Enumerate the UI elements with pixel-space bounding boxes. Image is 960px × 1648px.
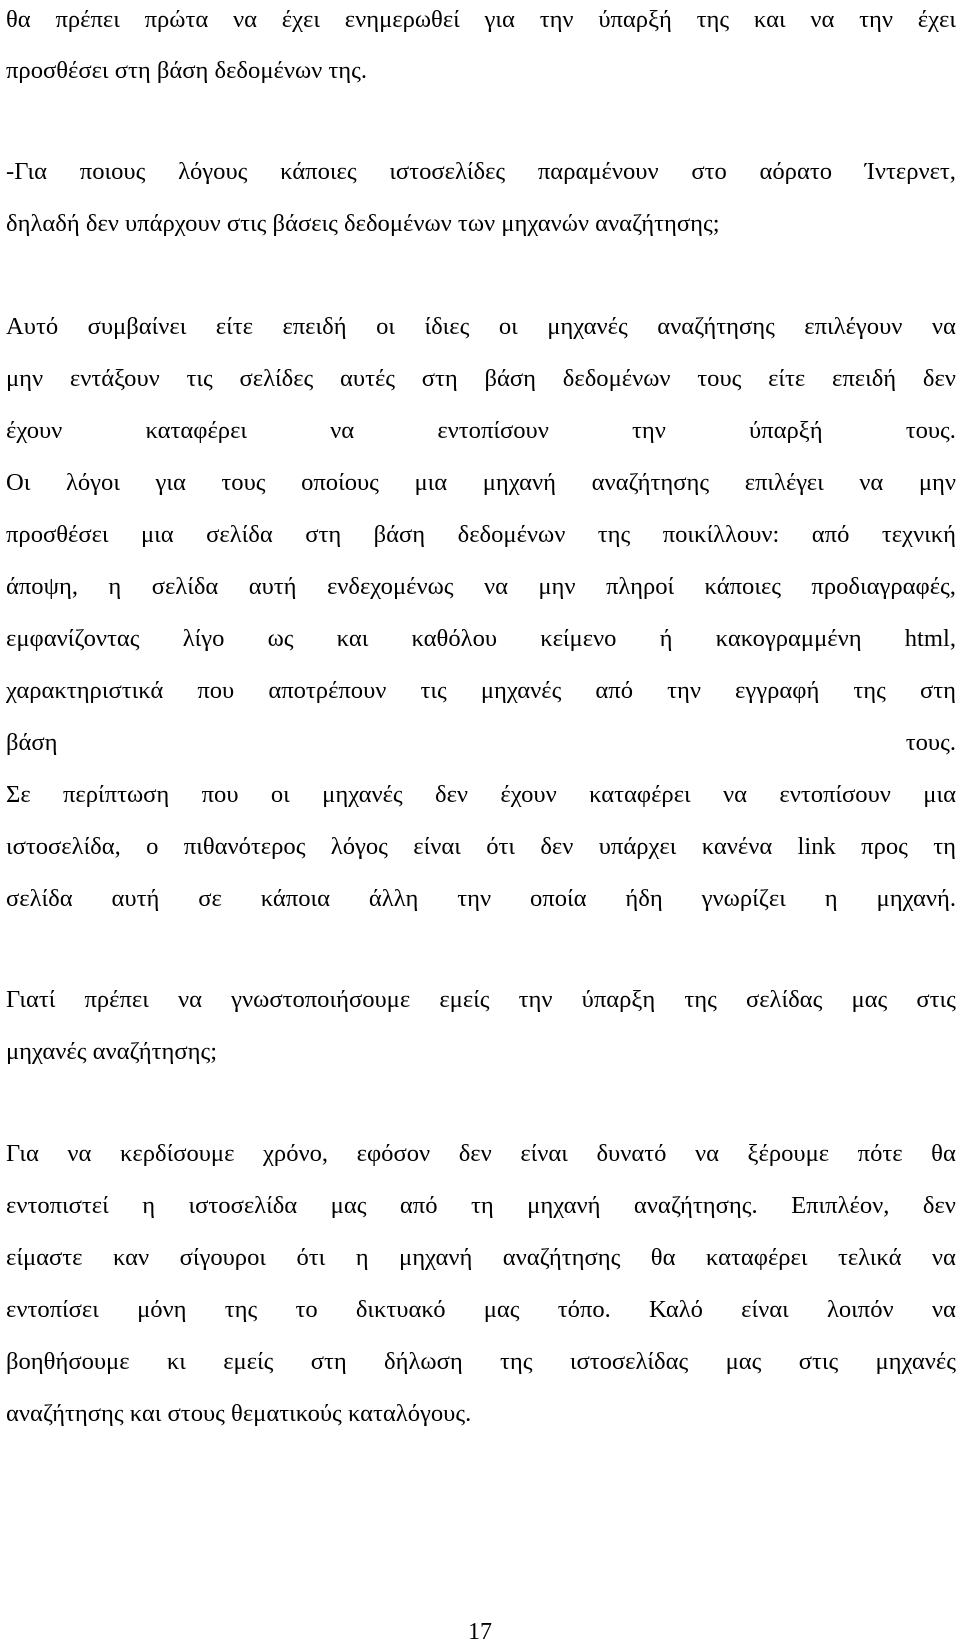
word: θα bbox=[931, 1140, 956, 1167]
word: μην bbox=[918, 469, 956, 496]
text-line bbox=[6, 1342, 956, 1382]
word: Καλό bbox=[649, 1296, 703, 1323]
word: οι bbox=[498, 313, 518, 340]
word: κάποια bbox=[260, 885, 331, 912]
word: βάση bbox=[484, 365, 537, 392]
word: την bbox=[631, 417, 666, 444]
text-line bbox=[6, 1134, 956, 1174]
word: πρέπει bbox=[55, 6, 120, 33]
word: Επιπλέον, bbox=[791, 1192, 890, 1219]
word: στο bbox=[691, 158, 727, 185]
word: κανένα bbox=[701, 833, 773, 860]
word: λοιπόν bbox=[826, 1296, 894, 1323]
word: χαρακτηριστικά bbox=[6, 677, 164, 704]
word: μια bbox=[923, 781, 956, 808]
word: δεν bbox=[458, 1140, 492, 1167]
word: ποικίλλουν: bbox=[662, 521, 780, 548]
word: γνωστοποιήσουμε bbox=[231, 986, 411, 1013]
word: εμφανίζοντας bbox=[6, 625, 140, 652]
word: εμείς bbox=[439, 986, 490, 1013]
word: μην bbox=[6, 365, 44, 392]
word: χρόνο, bbox=[263, 1140, 329, 1167]
word: μια bbox=[141, 521, 174, 548]
word: τεχνική bbox=[881, 521, 956, 548]
text-line bbox=[6, 0, 956, 40]
text-line bbox=[6, 723, 956, 763]
word: είτε bbox=[768, 365, 806, 392]
word: Σε bbox=[6, 781, 31, 808]
word: περίπτωση bbox=[63, 781, 170, 808]
word: τη bbox=[933, 833, 956, 860]
word: της bbox=[597, 521, 631, 548]
word: καταφέρει bbox=[145, 417, 248, 444]
word: τη bbox=[470, 1192, 494, 1219]
word: στη bbox=[310, 1348, 347, 1375]
word: αναζήτησης bbox=[591, 469, 710, 496]
text-line bbox=[6, 775, 956, 815]
word: την bbox=[539, 6, 574, 33]
word: λόγους bbox=[178, 158, 248, 185]
word: κάποιες bbox=[280, 158, 357, 185]
word: για bbox=[155, 469, 186, 496]
word: συμβαίνει bbox=[87, 313, 187, 340]
word: μας bbox=[330, 1192, 367, 1219]
word: εφόσον bbox=[356, 1140, 431, 1167]
word: ύπαρξή bbox=[748, 417, 823, 444]
word: ίδιες bbox=[424, 313, 470, 340]
word: Γιατί bbox=[6, 986, 56, 1013]
word: της bbox=[853, 677, 886, 704]
word: να bbox=[330, 417, 355, 444]
word: είναι bbox=[741, 1296, 789, 1323]
word: σελίδας bbox=[745, 986, 823, 1013]
word: ο bbox=[146, 833, 159, 860]
word: στις bbox=[916, 986, 956, 1013]
word: μηχανή bbox=[527, 1192, 601, 1219]
question-line bbox=[6, 152, 956, 192]
page-number: 17 bbox=[468, 1619, 492, 1645]
word: είναι bbox=[413, 833, 461, 860]
word: -Για bbox=[6, 158, 48, 185]
word: καν bbox=[112, 1244, 150, 1271]
word: τους. bbox=[905, 729, 956, 756]
word: οποίους bbox=[301, 469, 379, 496]
word: μηχανές bbox=[480, 677, 562, 704]
word: την bbox=[518, 986, 553, 1013]
word: ως bbox=[267, 625, 294, 652]
word: να bbox=[931, 1244, 956, 1271]
word: μηχανές bbox=[547, 313, 628, 340]
word: έχουν bbox=[6, 417, 63, 444]
word: να bbox=[233, 6, 258, 33]
text-line bbox=[6, 1186, 956, 1226]
word: εντοπίσουν bbox=[779, 781, 891, 808]
word: σελίδα bbox=[6, 885, 73, 912]
word: το bbox=[295, 1296, 318, 1323]
word: δικτυακό bbox=[355, 1296, 446, 1323]
word: βοηθήσουμε bbox=[6, 1348, 130, 1375]
word: δεν bbox=[435, 781, 469, 808]
word: πιθανότερος bbox=[183, 833, 306, 860]
word: πότε bbox=[857, 1140, 903, 1167]
word: ότι bbox=[486, 833, 515, 860]
word: στη bbox=[305, 521, 342, 548]
word: επειδή bbox=[832, 365, 897, 392]
word: Για bbox=[6, 1140, 39, 1167]
word: που bbox=[197, 677, 235, 704]
word: δεν bbox=[922, 365, 956, 392]
word: τους. bbox=[905, 417, 956, 444]
word: προς bbox=[861, 833, 908, 860]
word: μια bbox=[414, 469, 448, 496]
word: Αυτό bbox=[6, 313, 59, 340]
word: μόνη bbox=[137, 1296, 187, 1323]
word: πληροί bbox=[605, 573, 675, 600]
word: την bbox=[667, 677, 701, 704]
word: για bbox=[484, 6, 515, 33]
word: να bbox=[694, 1140, 719, 1167]
word: σίγουροι bbox=[179, 1244, 266, 1271]
word: σελίδα bbox=[151, 573, 219, 600]
text-line bbox=[6, 463, 956, 503]
text-line bbox=[6, 567, 956, 607]
word: δεν bbox=[922, 1192, 956, 1219]
word: οι bbox=[270, 781, 290, 808]
word: δεν bbox=[540, 833, 574, 860]
word: λόγος bbox=[330, 833, 388, 860]
word: καταφέρει bbox=[705, 1244, 808, 1271]
word: της bbox=[696, 6, 730, 33]
word: κακογραμμένη bbox=[715, 625, 862, 652]
word: άλλη bbox=[368, 885, 419, 912]
question-line: δηλαδή δεν υπάρχουν στις βάσεις δεδομένων των μηχανών αναζήτησης; bbox=[6, 210, 720, 237]
word: μηχανή bbox=[399, 1244, 473, 1271]
word: Οι bbox=[6, 469, 31, 496]
word: και bbox=[336, 625, 369, 652]
word: κι bbox=[166, 1348, 186, 1375]
word: κάποιες bbox=[704, 573, 782, 600]
word: μας bbox=[851, 986, 888, 1013]
word: ιστοσελίδες bbox=[389, 158, 506, 185]
word: εγγραφή bbox=[735, 677, 820, 704]
word: της bbox=[500, 1348, 533, 1375]
word: αναζήτησης bbox=[502, 1244, 621, 1271]
word: επιλέγει bbox=[744, 469, 824, 496]
word: να bbox=[723, 781, 748, 808]
word: άποψη, bbox=[6, 573, 79, 600]
word: οποία bbox=[530, 885, 587, 912]
word: είμαστε bbox=[6, 1244, 83, 1271]
word: να bbox=[67, 1140, 92, 1167]
word: τους bbox=[221, 469, 266, 496]
text-line: προσθέσει στη βάση δεδομένων της. bbox=[6, 57, 368, 84]
word: link bbox=[797, 833, 836, 860]
word: ύπαρξή bbox=[598, 6, 672, 33]
word: ήδη bbox=[625, 885, 663, 912]
word: είτε bbox=[215, 313, 253, 340]
word: html, bbox=[904, 625, 956, 652]
word: τις bbox=[186, 365, 213, 392]
word: την bbox=[859, 6, 894, 33]
word: και bbox=[753, 6, 786, 33]
word: σελίδες bbox=[239, 365, 314, 392]
word: ξέρουμε bbox=[747, 1140, 830, 1167]
word: επειδή bbox=[282, 313, 347, 340]
word: τόπο. bbox=[557, 1296, 611, 1323]
word: μας bbox=[483, 1296, 520, 1323]
word: επιλέγουν bbox=[804, 313, 903, 340]
word: στις bbox=[798, 1348, 839, 1375]
word: να bbox=[178, 986, 203, 1013]
question-line: μηχανές αναζήτησης; bbox=[6, 1038, 218, 1065]
word: προδιαγραφές, bbox=[811, 573, 956, 600]
word: θα bbox=[650, 1244, 676, 1271]
word: ύπαρξη bbox=[581, 986, 656, 1013]
word: δεδομένων bbox=[457, 521, 566, 548]
text-line bbox=[6, 411, 956, 451]
word: ή bbox=[659, 625, 673, 652]
word: από bbox=[811, 521, 850, 548]
word: έχει bbox=[917, 6, 956, 33]
text-line bbox=[6, 619, 956, 659]
text-line: αναζήτησης και στους θεματικούς καταλόγους. bbox=[6, 1400, 472, 1427]
word: έχει bbox=[281, 6, 320, 33]
word: μας bbox=[725, 1348, 762, 1375]
word: πρώτα bbox=[144, 6, 209, 33]
word: αυτή bbox=[111, 885, 160, 912]
word: ενημερωθεί bbox=[344, 6, 460, 33]
word: από bbox=[595, 677, 633, 704]
word: μηχανές bbox=[875, 1348, 956, 1375]
word: καταφέρει bbox=[589, 781, 691, 808]
word: που bbox=[201, 781, 239, 808]
word: αναζήτησης. bbox=[633, 1192, 758, 1219]
word: να bbox=[931, 313, 956, 340]
word: να bbox=[931, 1296, 956, 1323]
word: η bbox=[355, 1244, 369, 1271]
word: από bbox=[399, 1192, 438, 1219]
word: εμείς bbox=[223, 1348, 274, 1375]
word: ότι bbox=[296, 1244, 326, 1271]
word: βάση bbox=[6, 729, 58, 756]
word: η bbox=[142, 1192, 156, 1219]
word: γνωρίζει bbox=[701, 885, 786, 912]
word: οι bbox=[376, 313, 395, 340]
text-line bbox=[6, 827, 956, 867]
word: της bbox=[224, 1296, 258, 1323]
word: η bbox=[108, 573, 122, 600]
word: αυτές bbox=[340, 365, 396, 392]
word: αυτή bbox=[248, 573, 297, 600]
word: εντοπίσει bbox=[6, 1296, 99, 1323]
word: δυνατό bbox=[596, 1140, 667, 1167]
word: λίγο bbox=[182, 625, 225, 652]
word: δήλωση bbox=[384, 1348, 463, 1375]
word: ποιους bbox=[79, 158, 146, 185]
word: την bbox=[457, 885, 492, 912]
word: κείμενο bbox=[540, 625, 617, 652]
word: πρέπει bbox=[84, 986, 149, 1013]
word: καθόλου bbox=[411, 625, 498, 652]
word: μην bbox=[538, 573, 576, 600]
word: να bbox=[810, 6, 835, 33]
word: Ίντερνετ, bbox=[864, 158, 956, 185]
word: εντοπίσουν bbox=[437, 417, 549, 444]
text-line bbox=[6, 359, 956, 399]
word: εντάξουν bbox=[69, 365, 160, 392]
word: στη bbox=[421, 365, 458, 392]
text-line bbox=[6, 1238, 956, 1278]
word: είναι bbox=[520, 1140, 568, 1167]
text-line bbox=[6, 1290, 956, 1330]
word: μηχανές bbox=[322, 781, 403, 808]
word: σε bbox=[198, 885, 222, 912]
word: τελικά bbox=[837, 1244, 902, 1271]
word: ιστοσελίδα, bbox=[6, 833, 121, 860]
word: αναζήτησης bbox=[657, 313, 775, 340]
word: δεδομένων bbox=[562, 365, 671, 392]
word: να bbox=[859, 469, 884, 496]
text-line bbox=[6, 307, 956, 347]
question-line bbox=[6, 980, 956, 1020]
word: της bbox=[684, 986, 717, 1013]
word: στη bbox=[919, 677, 956, 704]
word: έχουν bbox=[500, 781, 557, 808]
word: εντοπιστεί bbox=[6, 1192, 109, 1219]
word: ιστοσελίδας bbox=[569, 1348, 689, 1375]
word: τις bbox=[420, 677, 447, 704]
word: υπάρχει bbox=[598, 833, 677, 860]
word: μηχανή. bbox=[876, 885, 956, 912]
word: βάση bbox=[373, 521, 426, 548]
word: προσθέσει bbox=[6, 521, 109, 548]
word: παραμένουν bbox=[537, 158, 659, 185]
word: κερδίσουμε bbox=[120, 1140, 235, 1167]
word: ενδεχομένως bbox=[326, 573, 454, 600]
word: ιστοσελίδα bbox=[188, 1192, 298, 1219]
word: θα bbox=[6, 6, 31, 33]
word: η bbox=[824, 885, 838, 912]
text-line bbox=[6, 515, 956, 555]
word: να bbox=[483, 573, 508, 600]
word: σελίδα bbox=[206, 521, 273, 548]
word: τους bbox=[697, 365, 742, 392]
word: μηχανή bbox=[482, 469, 557, 496]
text-line bbox=[6, 879, 956, 919]
word: αόρατο bbox=[759, 158, 833, 185]
word: λόγοι bbox=[65, 469, 120, 496]
word: αποτρέπουν bbox=[268, 677, 387, 704]
text-line bbox=[6, 671, 956, 711]
